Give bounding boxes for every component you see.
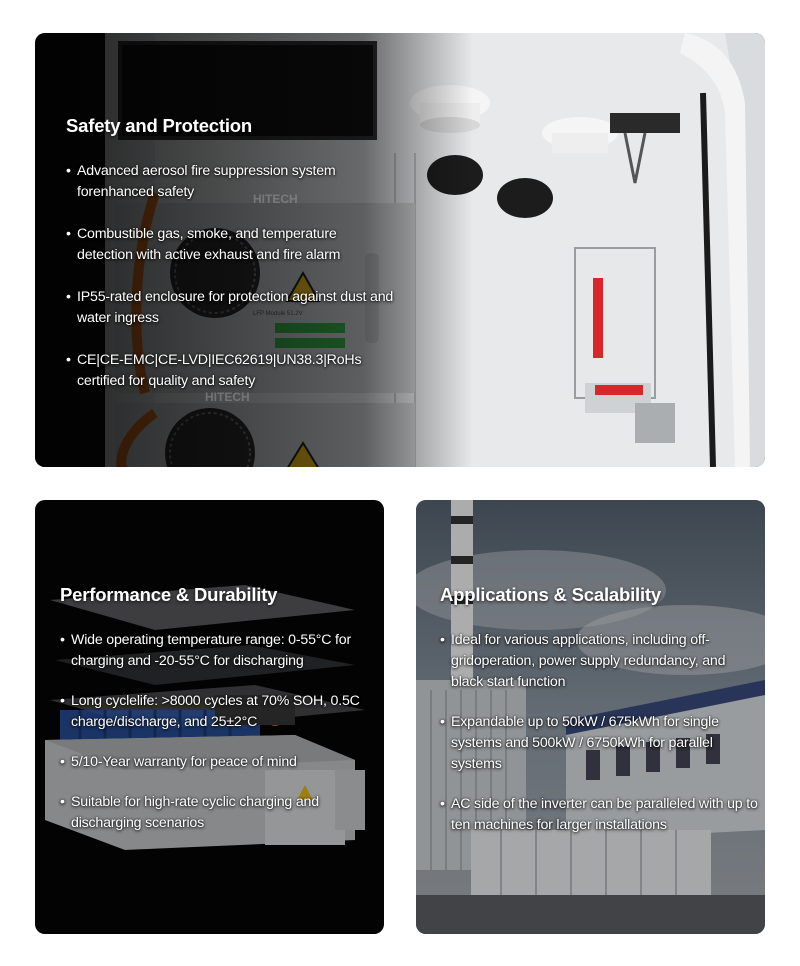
safety-text-block — [66, 115, 396, 413]
applications-bullet: • Ideal for various applications, including off-gridoperation, power supply redundancy, and black start function — [440, 630, 758, 693]
applications-heading: Applications & Scalability — [440, 584, 661, 605]
applications-card — [416, 500, 765, 934]
applications-bullet: • AC side of the inverter can be paralleled with up to ten machines for larger installations — [440, 794, 758, 836]
safety-bullet-list — [66, 161, 396, 392]
performance-bullet: • Suitable for high-rate cyclic charging and discharging scenarios — [60, 792, 378, 834]
brand-text-bottom: HITECH — [205, 390, 250, 404]
performance-bullet-list — [60, 630, 378, 834]
performance-bullet: • 5/10-Year warranty for peace of mind — [60, 752, 378, 773]
safety-card — [35, 33, 765, 467]
safety-bullet: • CE|CE-EMC|CE-LVD|IEC62619|UN38.3|RoHs certified for quality and safety — [66, 350, 396, 392]
performance-bullet: • Wide operating temperature range: 0-55°C for charging and -20-55°C for discharging — [60, 630, 378, 672]
safety-bullet: • Advanced aerosol fire suppression system forenhanced safety — [66, 161, 396, 203]
applications-bullet: • Expandable up to 50kW / 675kWh for single systems and 500kW / 6750kWh for parallel systems — [440, 712, 758, 775]
performance-heading: Performance & Durability — [60, 584, 278, 605]
performance-text-block — [60, 584, 378, 853]
applications-bullet-list — [440, 630, 758, 836]
performance-card — [35, 500, 384, 934]
brand-text-top: HITECH — [253, 192, 298, 206]
safety-bullet: • Combustible gas, smoke, and temperature detection with active exhaust and fire alarm — [66, 224, 396, 266]
performance-bullet: • Long cyclelife: >8000 cycles at 70% SOH, 0.5C charge/discharge, and 25±2°C — [60, 691, 378, 733]
safety-heading: Safety and Protection — [66, 115, 252, 136]
safety-bullet: • IP55-rated enclosure for protection against dust and water ingress — [66, 287, 396, 329]
applications-text-block — [440, 584, 758, 855]
